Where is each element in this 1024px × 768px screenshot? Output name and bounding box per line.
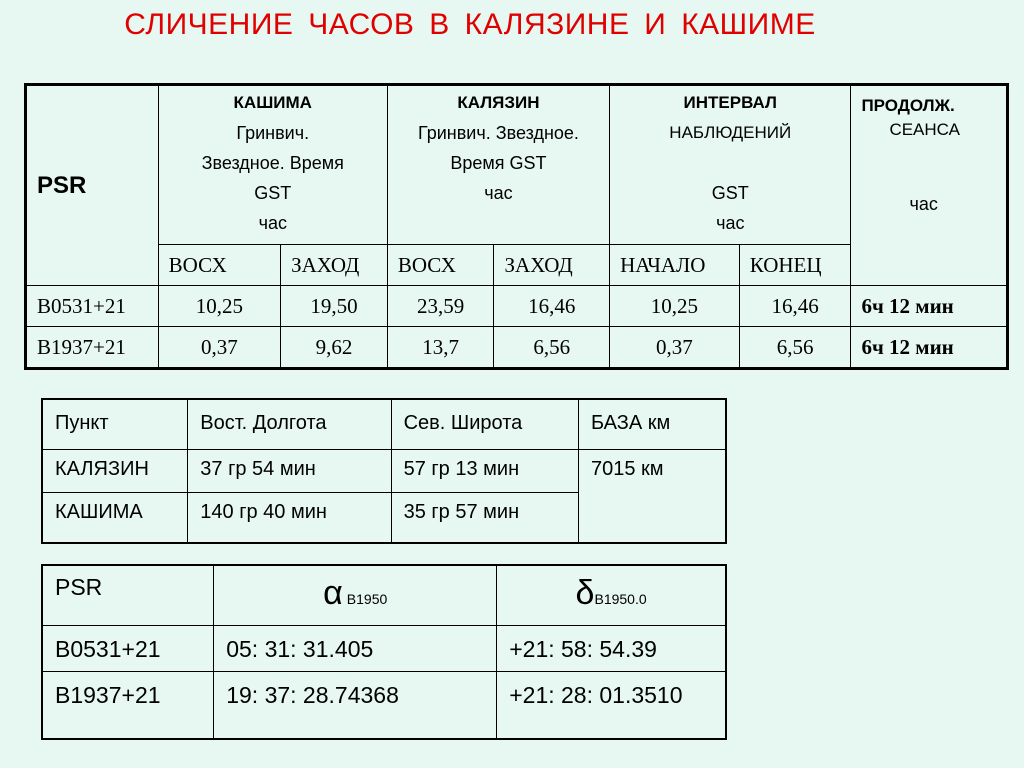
kalyazin-name: КАЛЯЗИН xyxy=(457,93,540,112)
kalyazin-header xyxy=(387,85,609,245)
alpha-epoch: B1950 xyxy=(346,591,388,607)
duration-value: 6ч 12 мин xyxy=(851,286,1008,327)
kashima-header xyxy=(158,85,387,245)
subheader-kashima-set: ЗАХОД xyxy=(281,245,388,286)
kashima-name: КАШИМА xyxy=(233,93,312,112)
right-ascension-value: 19: 37: 28.74368 xyxy=(214,671,497,739)
table-row xyxy=(26,327,1008,369)
right-ascension-header xyxy=(214,565,497,625)
subheader-interval-start: НАЧАЛО xyxy=(610,245,740,286)
declination-value: +21: 28: 01.3510 xyxy=(497,671,726,739)
kashima-line-4: час xyxy=(258,213,287,233)
latitude-value: 57 гр 13 мин xyxy=(391,449,578,492)
kashima-line-3: GST xyxy=(254,183,292,203)
subheader-interval-end: КОНЕЦ xyxy=(739,245,851,286)
declination-header xyxy=(497,565,726,625)
place-name: КАШИМА xyxy=(42,492,188,543)
duration-value: 6ч 12 мин xyxy=(851,327,1008,369)
kashima-set-value: 9,62 xyxy=(281,327,388,369)
longitude-value: 140 гр 40 мин xyxy=(188,492,391,543)
place-name: КАЛЯЗИН xyxy=(42,449,188,492)
kalyazin-set-value: 6,56 xyxy=(494,327,610,369)
duration-header xyxy=(851,85,1008,286)
interval-line-2: GST xyxy=(711,183,749,203)
declination-value: +21: 58: 54.39 xyxy=(497,625,726,671)
psr-header: PSR xyxy=(26,85,159,286)
delta-symbol: δ xyxy=(575,574,595,612)
table-row xyxy=(42,671,726,739)
interval-end-value: 6,56 xyxy=(739,327,851,369)
psr-name: B1937+21 xyxy=(26,327,159,369)
clock-comparison-table xyxy=(24,83,1009,370)
latitude-value: 35 гр 57 мин xyxy=(391,492,578,543)
kashima-rise-value: 0,37 xyxy=(158,327,280,369)
interval-name: ИНТЕРВАЛ xyxy=(683,93,777,112)
table-row xyxy=(26,286,1008,327)
psr-name: B1937+21 xyxy=(42,671,214,739)
kashima-line-1: Гринвич. xyxy=(236,123,310,143)
right-ascension-value: 05: 31: 31.405 xyxy=(214,625,497,671)
kalyazin-rise-value: 13,7 xyxy=(387,327,494,369)
kashima-rise-value: 10,25 xyxy=(158,286,280,327)
subheader-kalyazin-set: ЗАХОД xyxy=(494,245,610,286)
subheader-kashima-rise: ВОСХ xyxy=(158,245,280,286)
header-row xyxy=(26,85,1008,245)
interval-spacer xyxy=(610,148,850,178)
delta-epoch: B1950.0 xyxy=(594,591,647,607)
interval-start-value: 10,25 xyxy=(610,286,740,327)
kashima-set-value: 19,50 xyxy=(281,286,388,327)
psr-header: PSR xyxy=(42,565,214,625)
table-row xyxy=(42,449,726,492)
subheader-kalyazin-rise: ВОСХ xyxy=(387,245,494,286)
header-row xyxy=(42,565,726,625)
psr-name: B0531+21 xyxy=(42,625,214,671)
header-base: БАЗА км xyxy=(578,399,726,449)
duration-spacer xyxy=(861,142,1006,192)
kalyazin-set-value: 16,46 xyxy=(494,286,610,327)
interval-header xyxy=(610,85,851,245)
interval-start-value: 0,37 xyxy=(610,327,740,369)
stations-table xyxy=(41,398,727,544)
kalyazin-line-3: час xyxy=(484,183,513,203)
page-title: СЛИЧЕНИЕ ЧАСОВ В КАЛЯЗИНЕ И КАШИМЕ xyxy=(124,8,816,41)
duration-line-2: час xyxy=(909,194,938,214)
kashima-line-2: Звездное. Время xyxy=(201,153,344,173)
duration-name: ПРОДОЛЖ. xyxy=(861,96,955,115)
header-latitude: Сев. Широта xyxy=(391,399,578,449)
interval-end-value: 16,46 xyxy=(739,286,851,327)
duration-line-1: СЕАНСА xyxy=(889,120,960,139)
header-longitude: Вост. Долгота xyxy=(188,399,391,449)
kalyazin-rise-value: 23,59 xyxy=(387,286,494,327)
psr-name: B0531+21 xyxy=(26,286,159,327)
kalyazin-line-2: Время GST xyxy=(450,153,547,173)
pulsar-coordinates-table xyxy=(41,564,727,740)
interval-line-1: НАБЛЮДЕНИЙ xyxy=(669,123,792,142)
interval-line-3: час xyxy=(716,213,745,233)
alpha-symbol: α xyxy=(323,574,343,612)
table-row xyxy=(42,625,726,671)
base-value: 7015 км xyxy=(578,449,726,543)
kalyazin-line-1: Гринвич. Звездное. xyxy=(418,123,579,143)
header-row xyxy=(42,399,726,449)
header-place: Пункт xyxy=(42,399,188,449)
longitude-value: 37 гр 54 мин xyxy=(188,449,391,492)
